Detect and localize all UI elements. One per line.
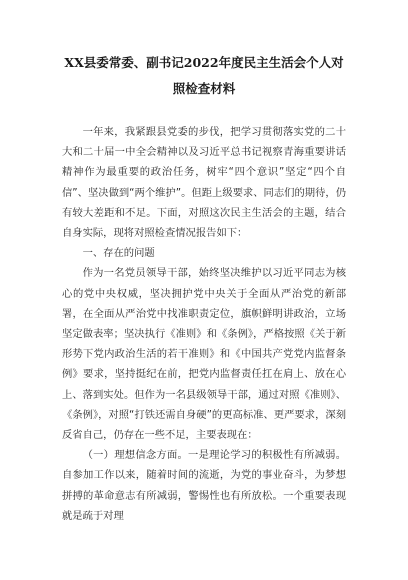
body-paragraph: 作为一名党员领导干部，始终坚决维护以习近平同志为核心的党中央权威，坚决拥护党中央关于全面从严治党的新部署，在全面从严治党中找准职责定位，旗帜鲜明讲政治，立场坚定做表率；坚决执行《准则》和《条例》，严格按照《关于新形势下党内政治生活的若干准则》和《中国共产党党内监督条例》要求，坚持挺纪在前，把党内监督责任扛在肩上、放在心上、落到实处。但作为一名县级领导干部，通过对照《准则》、《条例》，对照“打铁还需自身硬”的更高标准、更严要求，深刻反省自己，仍存在一些不足，主要表现在： [62, 267, 346, 442]
document-body [62, 122, 346, 526]
document-title: XX县委常委、副书记2022年度民主生活会个人对照检查材料 [64, 55, 344, 96]
intro-paragraph: 一年来，我紧跟县党委的步伐，把学习贯彻落实党的二十大和二十届一中全会精神以及习近平总书记视察青海重要讲话精神作为最重要的政治任务，树牢“四个意识”坚定“四个自信”、坚决做到“两个维护”。但距上级要求、同志们的期待，仍有较大差距和不足。下面，对照这次民主生活会的主题，结合自身实际，现将对照检查情况报告如下： [62, 126, 346, 240]
body-paragraph: （一）理想信念方面。一是理论学习的积极性有所减弱。自参加工作以来，随着时间的流逝，为党的事业奋斗，为梦想拼搏的革命意志有所减弱，警惕性也有所放松。一个重要表现就是疏于对理 [62, 449, 346, 522]
section-heading: 一、存在的问题 [82, 247, 155, 260]
